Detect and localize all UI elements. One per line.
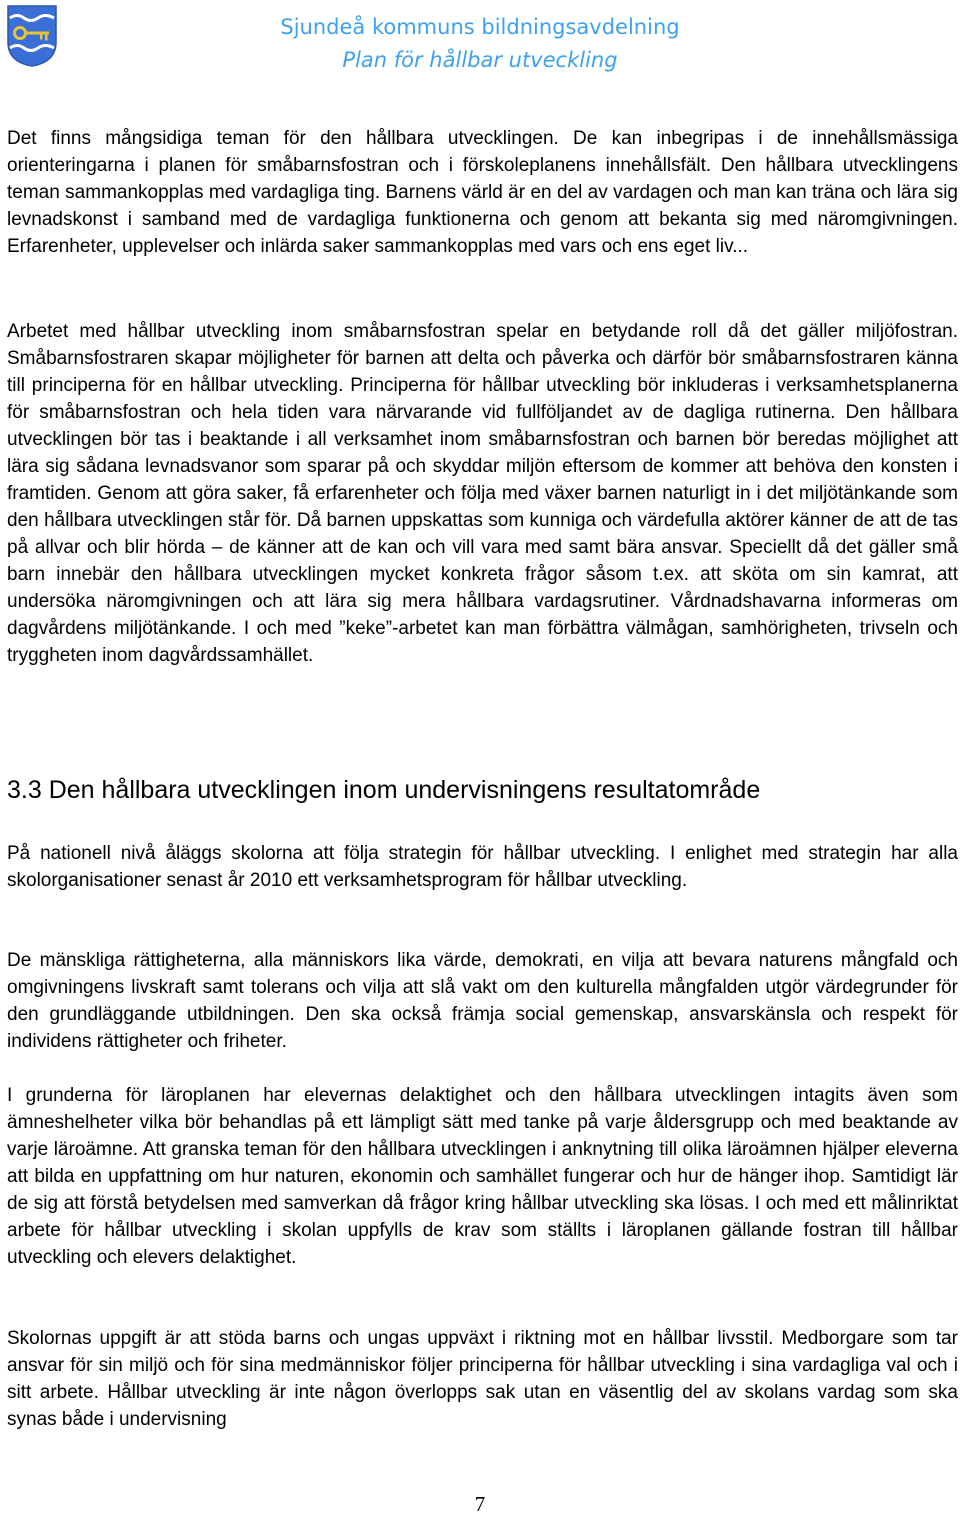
organization-name: Sjundeå kommuns bildningsavdelning <box>280 15 680 39</box>
section-paragraph: De mänskliga rättigheterna, alla människors lika värde, demokrati, en vilja att bevara naturens mångfald och omgivningens livskraft samt tolerans och vilja att slå vakt om den kulturella mångfalden utgör värdegrunder för den grundläggande utbildningen. Den ska också främja social gemenskap, ansvarskänsla och respekt för individens rättigheter och friheter. <box>7 950 958 1052</box>
section-paragraph: Skolornas uppgift är att stöda barns och ungas uppväxt i riktning mot en hållbar livsstil. Medborgare som tar ansvar för sin miljö och för sina medmänniskor följer principerna för hållbar utveckling i sina vardagliga val och i sitt arbete. Hållbar utveckling är inte någon överlopps sak utan en väsentlig del av skolans vardag som ska synas både i undervisning <box>7 1328 958 1430</box>
page-number: 7 <box>474 1492 486 1516</box>
document-title: Plan för hållbar utveckling <box>342 48 618 72</box>
section-paragraph: På nationell nivå åläggs skolorna att följa strategin för hållbar utveckling. I enlighet med strategin har alla skolorganisationer senast år 2010 ett verksamhetsprogram för hållbar utveckling. <box>7 843 958 891</box>
section-paragraph: I grunderna för läroplanen har elevernas delaktighet och den hållbara utvecklingen intagits även som ämneshelheter vilka bör behandlas på ett lämpligt sätt med tanke på varje åldersgrupp och med beaktande av varje läroämne. Att granska teman för den hållbara utvecklingen i anknytning till olika läroämnen hjälper eleverna att bilda en uppfattning om hur naturen, ekonomin och samhället fungerar och hur de hänger ihop. Samtidigt lär de sig att förstå betydelsen med samverkan då frågor kring hållbar utveckling ska lösas. I och med ett målinriktat arbete för hållbar utveckling i skolan uppfylls de krav som ställts i läroplanen gällande fostran till hållbar utveckling och elevers delaktighet. <box>7 1085 958 1268</box>
body-paragraph: Det finns mångsidiga teman för den hållbara utvecklingen. De kan inbegripas i de innehållsmässiga orienteringarna i planen för småbarnsfostran och i förskoleplanens innehållsfält. Den hållbara utvecklingens teman sammankopplas med vardagliga ting. Barnens värld är en del av vardagen och man kan träna och lära sig levnadskonst i samband med de vardagliga funktionerna och genom att bekanta sig med näromgivningen. Erfarenheter, upplevelser och inlärda saker sammankopplas med vars och ens eget liv... <box>7 128 958 257</box>
body-paragraph: Arbetet med hållbar utveckling inom småbarnsfostran spelar en betydande roll då det gäller miljöfostran. Småbarnsfostraren skapar möjligheter för barnen att delta och påverka och därför bör småbarnsfostraren känna till principerna för en hållbar utveckling. Principerna för hållbar utveckling bör inkluderas i verksamhetsplanerna för småbarnsfostran och hela tiden vara närvarande vid fullföljandet av de dagliga rutinerna. Den hållbara utvecklingen bör tas i beaktande i all verksamhet inom småbarnsfostran och barnen bör beredas möjlighet att lära sig sådana levnadsvanor som sparar på och skyddar miljön eftersom de kommer att behöva den konsten i framtiden. Genom att göra saker, få erfarenheter och följa med växer barnen naturligt in i det miljötänkande som den hållbara utvecklingen står för. Då barnen uppskattas som kunniga och värdefulla aktörer känner de att de tas på allvar och blir hörda – de känner att de kan och vill vara med samt bära ansvar. Speciellt då det gäller små barn innebär den hållbara utvecklingen mycket konkreta frågor såsom t.ex. att sköta om sin kamrat, att undersöka näromgivningen och att lära sig mera hållbara vardagsrutiner. Vårdnadshavarna informeras om dagvårdens miljötänkande. I och med ”keke”-arbetet kan man förbättra välmågan, samhörigheten, trivseln och tryggheten inom dagvårdssamhället. <box>7 321 958 666</box>
section-heading: 3.3 Den hållbara utvecklingen inom undervisningens resultatområde <box>7 776 761 804</box>
